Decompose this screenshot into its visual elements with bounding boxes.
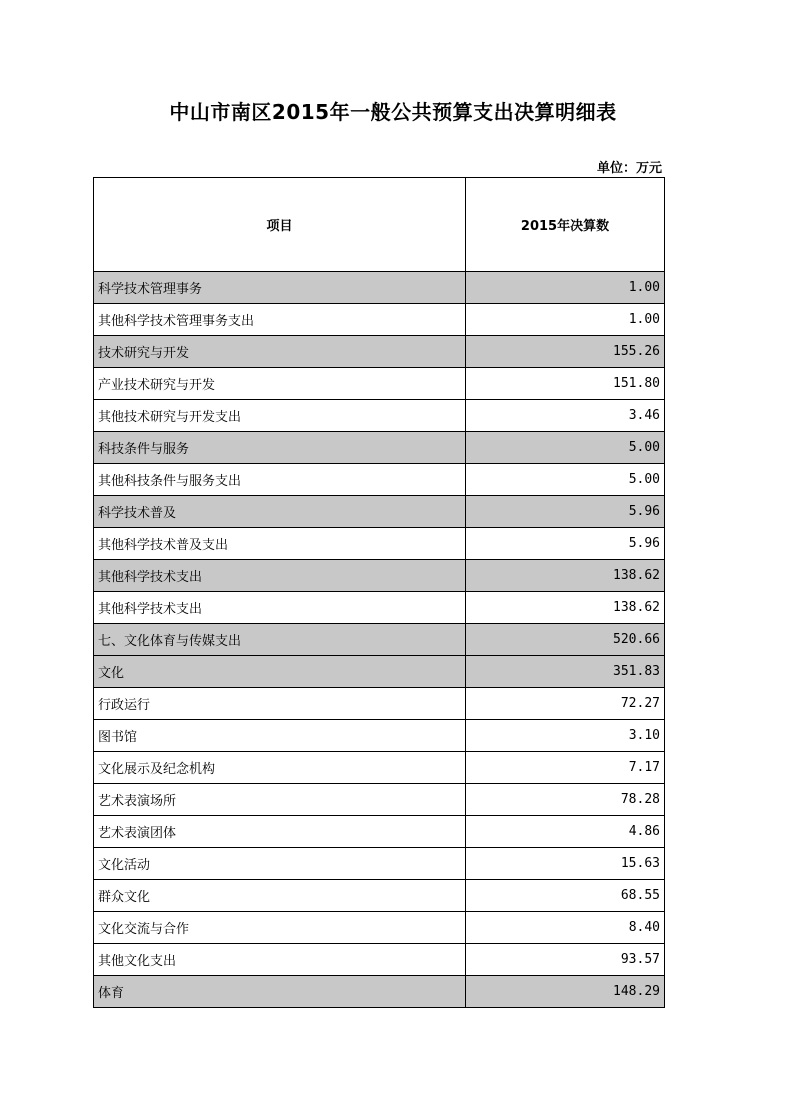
- table-row: [94, 688, 665, 720]
- row-amount: 1.00: [466, 304, 665, 336]
- page-title: 中山市南区2015年一般公共预算支出决算明细表: [169, 100, 617, 124]
- row-amount: 8.40: [466, 912, 665, 944]
- row-item-name: 其他科学技术支出: [94, 560, 466, 592]
- table-row: [94, 944, 665, 976]
- row-amount: 155.26: [466, 336, 665, 368]
- row-item-name: 其他科技条件与服务支出: [94, 464, 466, 496]
- budget-table: [93, 177, 665, 1008]
- column-header-item: 项目: [94, 178, 466, 272]
- row-amount: 7.17: [466, 752, 665, 784]
- row-item-name: 产业技术研究与开发: [94, 368, 466, 400]
- row-amount: 5.96: [466, 496, 665, 528]
- row-item-name: 其他文化支出: [94, 944, 466, 976]
- row-item-name: 七、文化体育与传媒支出: [94, 624, 466, 656]
- table-row: [94, 592, 665, 624]
- row-item-name: 科技条件与服务: [94, 432, 466, 464]
- row-amount: 93.57: [466, 944, 665, 976]
- table-row: [94, 816, 665, 848]
- table-row-category: [94, 272, 665, 304]
- row-amount: 5.96: [466, 528, 665, 560]
- row-item-name: 文化活动: [94, 848, 466, 880]
- row-amount: 4.86: [466, 816, 665, 848]
- table-row: [94, 400, 665, 432]
- table-row-category: [94, 560, 665, 592]
- row-item-name: 其他科学技术管理事务支出: [94, 304, 466, 336]
- row-item-name: 其他技术研究与开发支出: [94, 400, 466, 432]
- row-amount: 138.62: [466, 592, 665, 624]
- table-row: [94, 464, 665, 496]
- row-item-name: 科学技术普及: [94, 496, 466, 528]
- row-amount: 148.29: [466, 976, 665, 1008]
- row-amount: 151.80: [466, 368, 665, 400]
- table-row-category: [94, 336, 665, 368]
- table-body: [94, 272, 665, 1008]
- row-item-name: 文化展示及纪念机构: [94, 752, 466, 784]
- row-item-name: 技术研究与开发: [94, 336, 466, 368]
- table-row-category: [94, 656, 665, 688]
- row-amount: 1.00: [466, 272, 665, 304]
- row-amount: 351.83: [466, 656, 665, 688]
- row-item-name: 科学技术管理事务: [94, 272, 466, 304]
- table-row-category: [94, 624, 665, 656]
- table-row: [94, 784, 665, 816]
- row-item-name: 其他科学技术支出: [94, 592, 466, 624]
- row-item-name: 其他科学技术普及支出: [94, 528, 466, 560]
- table-header-row: [94, 178, 665, 272]
- table-row-category: [94, 432, 665, 464]
- row-amount: 5.00: [466, 464, 665, 496]
- row-amount: 3.46: [466, 400, 665, 432]
- row-item-name: 体育: [94, 976, 466, 1008]
- table-row: [94, 304, 665, 336]
- column-header-amount: 2015年决算数: [466, 178, 665, 272]
- row-item-name: 艺术表演团体: [94, 816, 466, 848]
- row-amount: 78.28: [466, 784, 665, 816]
- row-item-name: 图书馆: [94, 720, 466, 752]
- row-amount: 520.66: [466, 624, 665, 656]
- row-amount: 5.00: [466, 432, 665, 464]
- row-amount: 68.55: [466, 880, 665, 912]
- unit-label: 单位：万元: [596, 161, 662, 176]
- table-row: [94, 880, 665, 912]
- table-row: [94, 720, 665, 752]
- table-row: [94, 752, 665, 784]
- row-amount: 15.63: [466, 848, 665, 880]
- table-row-category: [94, 976, 665, 1008]
- table-row: [94, 912, 665, 944]
- row-item-name: 群众文化: [94, 880, 466, 912]
- row-item-name: 行政运行: [94, 688, 466, 720]
- row-item-name: 文化交流与合作: [94, 912, 466, 944]
- table-row: [94, 848, 665, 880]
- table-row: [94, 528, 665, 560]
- row-item-name: 艺术表演场所: [94, 784, 466, 816]
- row-amount: 72.27: [466, 688, 665, 720]
- table-row: [94, 368, 665, 400]
- row-item-name: 文化: [94, 656, 466, 688]
- table-row-category: [94, 496, 665, 528]
- row-amount: 3.10: [466, 720, 665, 752]
- row-amount: 138.62: [466, 560, 665, 592]
